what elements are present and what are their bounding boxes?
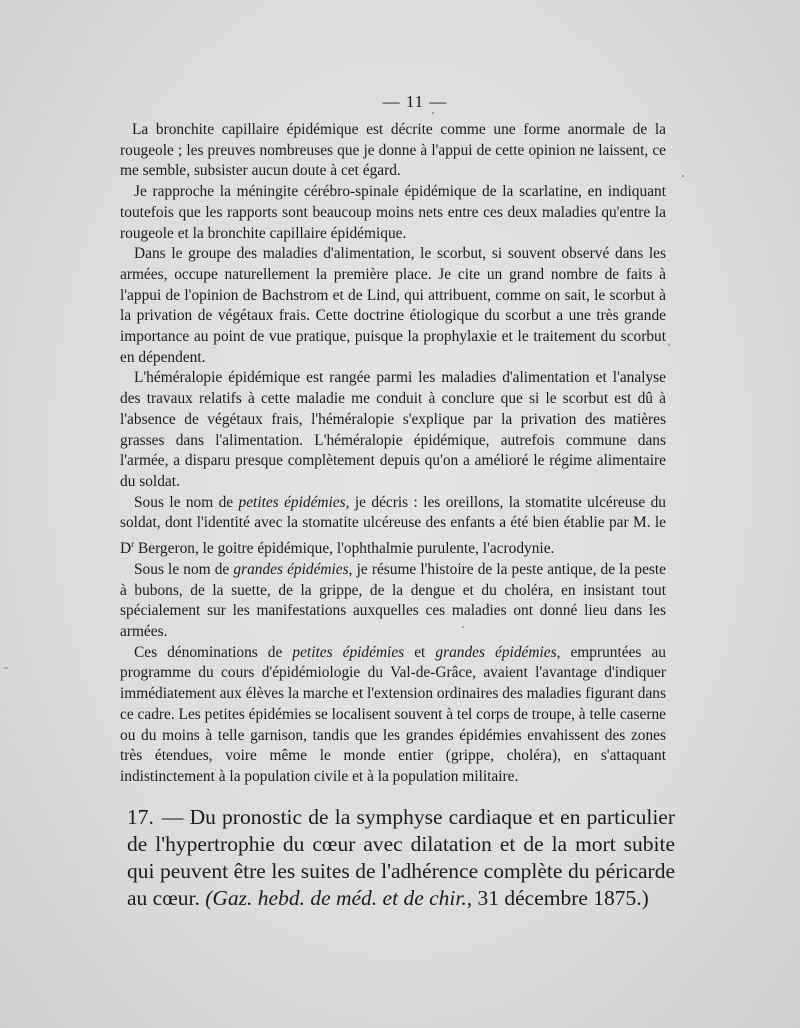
text-fragment: Sous le nom de: [134, 560, 234, 578]
entry-citation: (Gaz. hebd. de méd. et de chir.: [205, 886, 467, 910]
entry-number: 17.: [127, 805, 154, 829]
paper-speck: [668, 344, 670, 346]
entry-date: , 31 décembre 1875.): [466, 886, 649, 910]
body-text: [120, 120, 666, 788]
paragraph-denominations: [120, 643, 666, 788]
text-fragment: Ces dénominations de: [134, 643, 293, 661]
paragraph-petites-epidemies: [120, 493, 666, 560]
italic-term: grandes épidémies: [435, 643, 557, 661]
text-fragment: et: [404, 643, 436, 661]
text-fragment: , empruntées au programme du cours d'épidémiologie du Val-de-Grâce, avaient l'avantage d'indiquer immédiatement aux élèves la marche et l'extension ordinaires des maladies figurant dans ce cadre. Les petites épidémies se localisent souvent à tel corps de troupe, à telle caserne ou du moins à telle garnison, tandis que les grandes épidémies envahissent des zones très étendues, voire même le monde entier (grippe, choléra), en s'attaquant indistinctement à la population civile et à la population militaire.: [120, 643, 666, 785]
superscript: r: [131, 539, 135, 550]
page-number: — 11 —: [382, 92, 448, 111]
paper-speck: [432, 112, 434, 114]
text-fragment: , je décris : les oreillons, la stomatite ulcéreuse du soldat, dont l'identité avec la stomatite ulcéreuse des enfants a été bien établie par M. le D: [120, 493, 666, 558]
paragraph-hemeralopie: L'héméralopie épidémique est rangée parmi les maladies d'alimentation et l'analyse des travaux relatifs à cette maladie me conduit à conclure que si le scorbut est dû à l'absence de végétaux frais, l'héméralopie s'explique par la privation des matières grasses dans l'alimentation. L'héméralopie épidémique, autrefois commune dans l'armée, a disparu presque complètement depuis qu'on a amélioré le régime alimentaire du soldat.: [120, 369, 666, 490]
bibliography-entry-17: [127, 804, 675, 912]
entry-title: — Du pronostic de la symphyse cardiaque et en particulier de l'hypertrophie du cœur avec dilatation et de la mort subite qui peuvent être les suites de l'adhérence complète du péricarde au cœur.: [127, 805, 675, 910]
paragraph-scorbut: Dans le groupe des maladies d'alimentation, le scorbut, si souvent observé dans les armées, occupe naturellement la première place. Je cite un grand nombre de faits à l'appui de l'opinion de Bachstrom et de Lind, qui attribuent, comme on sait, le scorbut à la privation de végétaux frais. Cette doctrine étiologique du scorbut a une très grande importance au point de vue pratique, puisque la prophylaxie et le traitement du scorbut en dépendent.: [120, 245, 666, 366]
paper-speck: [462, 626, 464, 628]
paper-speck: [682, 175, 684, 177]
paragraph-bronchite: La bronchite capillaire épidémique est décrite comme une forme anormale de la rougeole ; les preuves nombreuses que je donne à l'appui de cette opinion ne laissent, ce me semble, subsister aucun doute à cet égard.: [120, 121, 666, 180]
italic-term: petites épidémies: [238, 493, 346, 511]
text-fragment: , je résume l'histoire de la peste antique, de la peste à bubons, de la suette, de la grippe, de la dengue et du choléra, en insistant tout spécialement sur les manifestations auxquelles ces maladies ont donné lieu dans les armées.: [120, 560, 667, 640]
italic-term: petites épidémies: [292, 643, 405, 661]
margin-mark: ˜: [4, 664, 8, 678]
italic-term: grandes épidémies: [233, 560, 349, 578]
paragraph-grandes-epidemies: [120, 560, 666, 643]
text-fragment: Sous le nom de: [134, 493, 239, 511]
text-fragment: Bergeron, le goitre épidémique, l'ophthalmie purulente, l'acrodynie.: [134, 540, 555, 558]
paragraph-meningite: Je rapproche la méningite cérébro-spinale épidémique de la scarlatine, en indiquant toutefois que les rapports sont beaucoup moins nets entre ces deux maladies qu'entre la rougeole et la bronchite capillaire épidémique.: [120, 183, 666, 242]
